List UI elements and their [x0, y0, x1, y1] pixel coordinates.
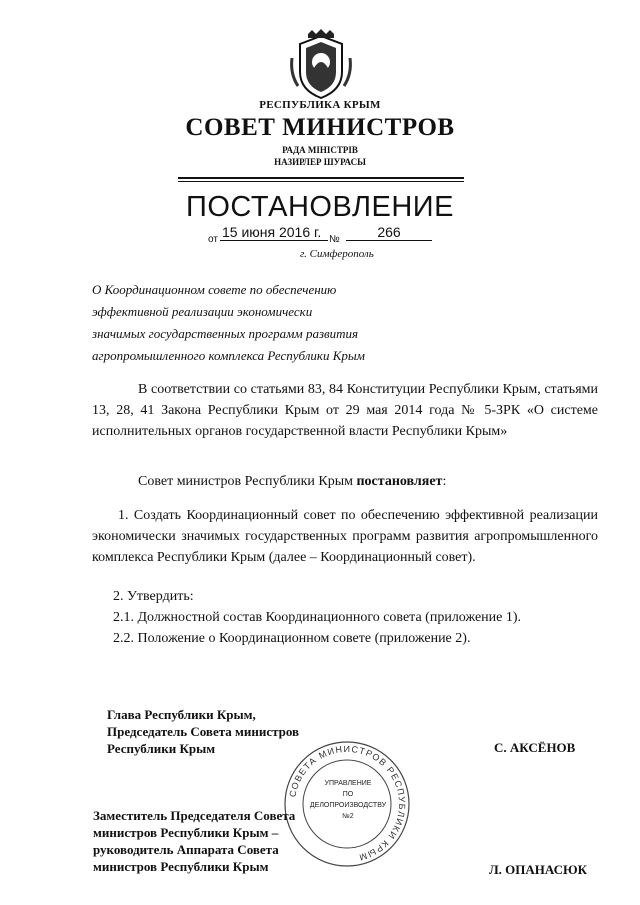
- signatory-2-name: Л. ОПАНАСЮК: [489, 862, 588, 877]
- signatory-title-line: Председатель Совета министров: [107, 724, 300, 739]
- council-title: СОВЕТ МИНИСТРОВ: [185, 114, 455, 141]
- decree-item-2: 2. Утвердить:: [113, 589, 194, 604]
- subject-line: О Координационном совете по обеспечению: [92, 282, 337, 297]
- signatory-title-line: Республики Крым: [107, 741, 216, 756]
- date-prefix: от: [208, 234, 218, 245]
- signatory-1-title: [107, 706, 299, 757]
- decree-item-2-1: 2.1. Должностной состав Координационного совета (приложение 1).: [113, 610, 522, 625]
- document-date: 15 июня 2016 г.: [220, 224, 328, 241]
- coat-of-arms-icon: [288, 28, 354, 102]
- preamble-paragraph: [92, 379, 598, 442]
- header-rule: [178, 177, 464, 179]
- signatory-title-line: министров Республики Крым: [93, 859, 269, 874]
- council-title-crimean-tatar: НАЗИРЛЕР ШУРАСЫ: [274, 157, 366, 167]
- document-city: г. Симферополь: [300, 248, 374, 260]
- subject-line: агропромышленного комплекса Республики Крым: [92, 348, 365, 363]
- republic-name: РЕСПУБЛИКА КРЫМ: [259, 99, 381, 111]
- council-title-ukrainian: РАДА МІНІСТРІВ: [282, 145, 358, 155]
- document-type: ПОСТАНОВЛЕНИЕ: [186, 191, 454, 223]
- decree-verb: постановляет: [356, 474, 443, 489]
- decree-colon: :: [442, 474, 447, 489]
- stamp-line: №2: [342, 813, 354, 820]
- number-prefix: №: [329, 234, 340, 245]
- decree-line: [138, 474, 446, 490]
- subject-line: значимых государственных программ развития: [92, 326, 359, 341]
- subject-line: эффективной реализации экономически: [92, 304, 313, 319]
- preamble-text: В соответствии со статьями 83, 84 Конституции Республики Крым, статьями 13, 28, 41 Закона Республики Крым от 29 мая 2014 года № 5-ЗРК «О системе исполнительных органов государственной власти Республики Крым»: [92, 382, 598, 439]
- decree-item-2-2: 2.2. Положение о Координационном совете (приложение 2).: [113, 631, 471, 646]
- date-number-row: [208, 224, 438, 246]
- header-rule-thin: [178, 181, 464, 182]
- stamp-ring-text: СОВЕТА МИНИСТРОВ РЕСПУБЛИКИ КРЫМ: [287, 743, 408, 863]
- stamp-inner-text: [300, 778, 396, 822]
- signatory-2-title: [93, 807, 295, 875]
- signatory-1-name: С. АКСЁНОВ: [494, 740, 576, 755]
- signatory-title-line: Заместитель Председателя Совета: [93, 808, 296, 823]
- document-subject: [92, 279, 432, 367]
- decree-item-1: 1. Создать Координационный совет по обеспечению эффективной реализации экономически значимых государственных программ развития агропромышленного комплекса Республики Крым (далее – Координационный совет).: [92, 508, 598, 565]
- document-number: 266: [346, 224, 432, 241]
- decree-subject: Совет министров Республики Крым: [138, 474, 357, 489]
- stamp-line: ПО: [342, 791, 354, 798]
- signatory-title-line: руководитель Аппарата Совета: [93, 842, 279, 857]
- signatory-title-line: министров Республики Крым –: [93, 825, 279, 840]
- signatory-title-line: Глава Республики Крым,: [107, 707, 256, 722]
- stamp-line: ДЕЛОПРОИЗВОДСТВУ: [309, 802, 387, 809]
- stamp-line: УПРАВЛЕНИЕ: [324, 780, 372, 787]
